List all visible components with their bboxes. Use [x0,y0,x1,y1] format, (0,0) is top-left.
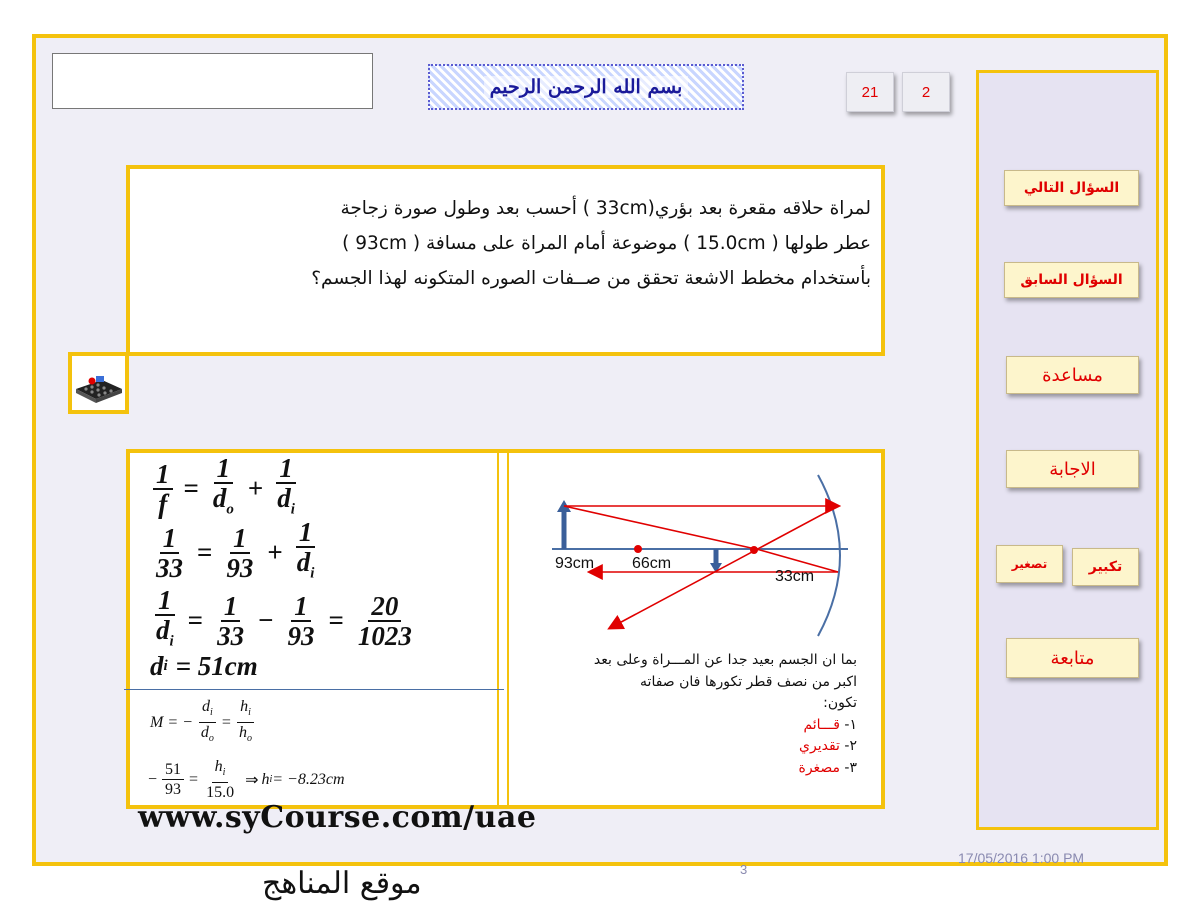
zoom-in-button[interactable] [1072,548,1139,586]
basmala-text: بسم الله الرحمن الرحيم [484,76,689,98]
question-text [141,191,871,296]
continue-label: متابعة [1050,647,1095,669]
zoom-out-button[interactable] [996,545,1063,583]
object-distance-label: 93cm [555,555,595,572]
zoom-in-label: تكبير [1088,559,1123,575]
slide-number-2-label: 2 [921,83,931,101]
speaker-icon [72,356,125,410]
focal-length-label: 33cm [775,568,815,585]
continue-button[interactable] [1006,638,1139,678]
lens-equation-2: $\frac{1}{33}$ = $\frac{1}{93}$ + $\frac{1}{d_i}$ [156,517,315,583]
image-distance-result: d i = 51cm [150,651,258,681]
answer-text [508,650,857,779]
answer-line-2: اكبر من نصف قطر تكورها فان صفاته [640,673,857,690]
zoom-out-label: تصغير [1011,557,1048,571]
page-number: 3 [740,862,748,877]
show-answer-label: الاجابة [1049,458,1096,480]
lens-equation-3: $\frac{1}{d_i}$ = $\frac{1}{33}$ − $\frac{1}{93}$ = $\frac{20}{1023}$ [156,585,412,651]
answer-line-3: تكون: [823,695,857,711]
answer-item-1: ١- قـــائم [803,716,857,733]
slide-number-21-button[interactable] [846,72,894,112]
slide-number-21-label: 21 [861,83,879,101]
text-input-box[interactable] [52,53,373,109]
show-answer-button[interactable] [1006,450,1139,488]
image-height-equation: − $\frac{51}{93}$ = $\frac{h_i}{15.0}$ ⇒ h i = −8.23cm [148,758,345,802]
center-of-curvature-point [634,545,642,553]
ray-through-focus [564,506,760,550]
question-line-2: عطر طولها ( 15.0cm ) موضوعة أمام المراة على مسافة ( 93cm ) [342,233,871,254]
center-label: 66cm [632,555,672,572]
basmala-banner [428,64,744,110]
lens-equation-1: $\frac{1}{f}$ = $\frac{1}{d_o}$ + $\frac{1}{d_i}$ [148,454,303,523]
arabic-site-watermark: موقع المناهج [262,866,422,901]
previous-question-button[interactable] [1004,262,1139,298]
question-box [126,165,885,356]
question-line-3: بأستخدام مخطط الاشعة تحقق من صــفات الصوره المتكونه لهذا الجسم؟ [311,268,871,289]
help-button[interactable] [1006,356,1139,394]
website-watermark: www.syCourse.com/uae [138,800,537,835]
help-label: مساعدة [1042,364,1103,386]
answer-item-2: ٢- تقديري [799,738,857,754]
magnification-equation: M = − $\frac{d_i}{d_o}$ = $\frac{h_i}{h_o}$ [150,698,252,745]
answer-item-3: ٣- مصغرة [798,759,857,776]
next-question-label: السؤال التالي [1023,180,1120,196]
previous-question-label: السؤال السابق [1020,272,1123,288]
equation-separator [124,689,504,690]
slide-number-2-button[interactable] [902,72,950,112]
next-question-button[interactable] [1004,170,1139,206]
answer-line-1: بما ان الجسم بعيد جدا عن المـــراة وعلى بعد [593,652,857,668]
speaker-icon-button[interactable] [68,352,129,414]
concave-mirror [818,475,840,636]
focal-point [750,546,758,554]
slide-date: 17/05/2016 1:00 PM [958,850,1085,866]
question-line-1: لمراة حلاقه مقعرة بعد بؤري(33cm ) أحسب بعد وطول صورة زجاجة [340,198,871,219]
